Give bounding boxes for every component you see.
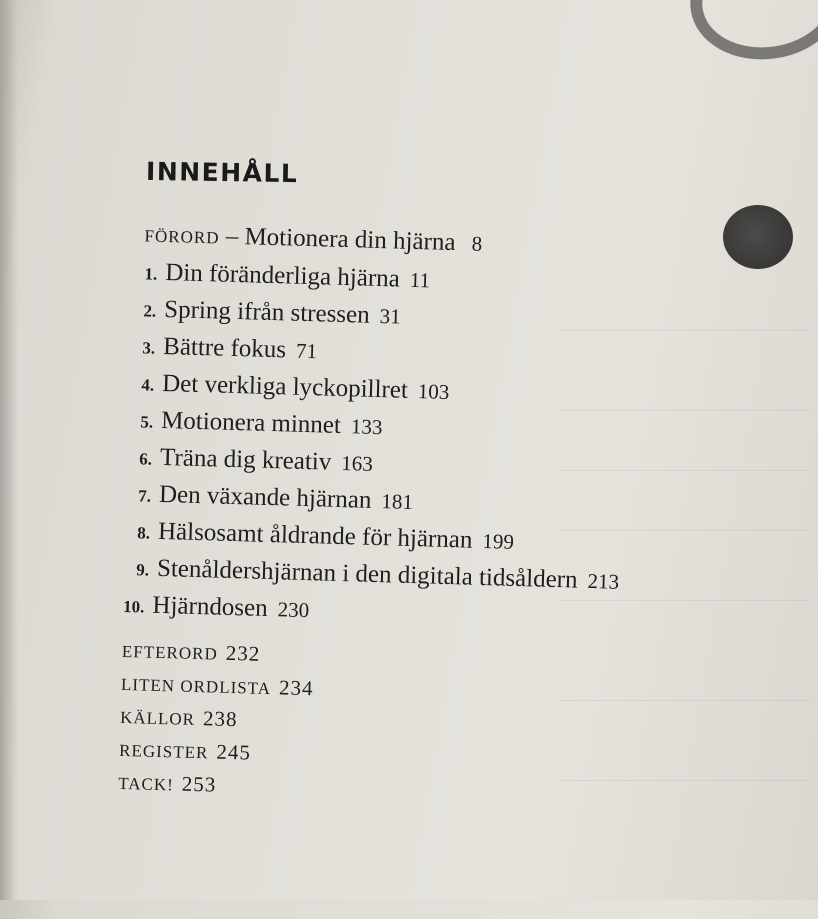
toc-chapter: [141, 369, 450, 406]
toc-back-matter: [120, 704, 238, 732]
back-matter-title: KÄLLOR: [119, 707, 196, 730]
chapter-number: 5.: [140, 412, 154, 432]
chapter-number: 8.: [137, 523, 151, 543]
toc-chapter: [142, 332, 317, 365]
chapter-number: 2.: [143, 301, 157, 321]
chapter-number: 10.: [122, 596, 145, 617]
chapter-title: Motionera minnet: [160, 406, 342, 439]
chapter-page: 181: [381, 489, 414, 515]
toc-chapter: [139, 443, 373, 478]
chapter-page: 31: [379, 304, 402, 329]
toc-chapter: [123, 591, 310, 624]
chapter-title: Den växande hjärnan: [158, 480, 372, 514]
chapter-number: 4.: [141, 375, 155, 395]
back-matter-page: 253: [181, 771, 217, 797]
toc-preface: [144, 220, 482, 257]
preface-dash: –: [225, 222, 239, 251]
preface-title: Motionera din hjärna: [244, 223, 456, 257]
chapter-title: Spring ifrån stressen: [163, 295, 371, 329]
back-matter-page: 234: [278, 675, 314, 701]
chapter-number: 7.: [138, 486, 152, 506]
toc-back-matter: [121, 671, 314, 701]
chapter-title: Hälsosamt åldrande för hjärnan: [157, 517, 473, 554]
chapter-page: 103: [417, 379, 450, 404]
toc-chapter: [136, 554, 620, 595]
back-matter-title: REGISTER: [118, 740, 209, 763]
chapter-title: Det verkliga lyckopillret: [161, 369, 409, 404]
chapter-title: Träna dig kreativ: [159, 443, 332, 476]
back-matter-title: EFTERORD: [121, 641, 219, 664]
toc-back-matter: [122, 638, 261, 667]
chapter-number: 3.: [142, 338, 156, 358]
chapter-title: Din föränderliga hjärna: [164, 259, 401, 293]
back-matter-page: 238: [202, 706, 238, 732]
back-matter-title: TACK!: [117, 773, 175, 795]
toc-chapter: [144, 258, 430, 294]
chapter-page: 199: [482, 528, 515, 554]
chapter-number: 9.: [135, 560, 150, 580]
toc-chapter: [140, 406, 383, 441]
chapter-page: 230: [277, 597, 310, 623]
chapter-title: Bättre fokus: [162, 332, 287, 364]
chapter-page: 133: [350, 414, 383, 440]
chapter-title: Hjärndosen: [152, 591, 269, 622]
toc-chapter: [143, 295, 401, 330]
chapter-title: Stenåldershjärnan i den digitala tidsåldern: [156, 554, 578, 594]
preface-label: FÖRORD: [144, 226, 220, 248]
chapter-page: 71: [295, 338, 318, 364]
back-matter-page: 232: [225, 640, 261, 666]
toc-heading: INNEHÅLL: [145, 156, 299, 189]
chapter-page: 213: [587, 568, 620, 594]
toc-back-matter: [119, 737, 251, 766]
back-matter-title: LITEN ORDLISTA: [120, 674, 272, 699]
chapter-page: 163: [340, 450, 374, 476]
chapter-page: 11: [409, 267, 431, 293]
preface-page: 8: [471, 231, 483, 256]
toc-back-matter: [118, 770, 217, 798]
toc-chapter: [137, 517, 514, 556]
chapter-number: 1.: [144, 264, 158, 284]
chapter-number: 6.: [139, 449, 153, 469]
back-matter-page: 245: [216, 739, 252, 765]
toc-chapter: [138, 480, 413, 516]
